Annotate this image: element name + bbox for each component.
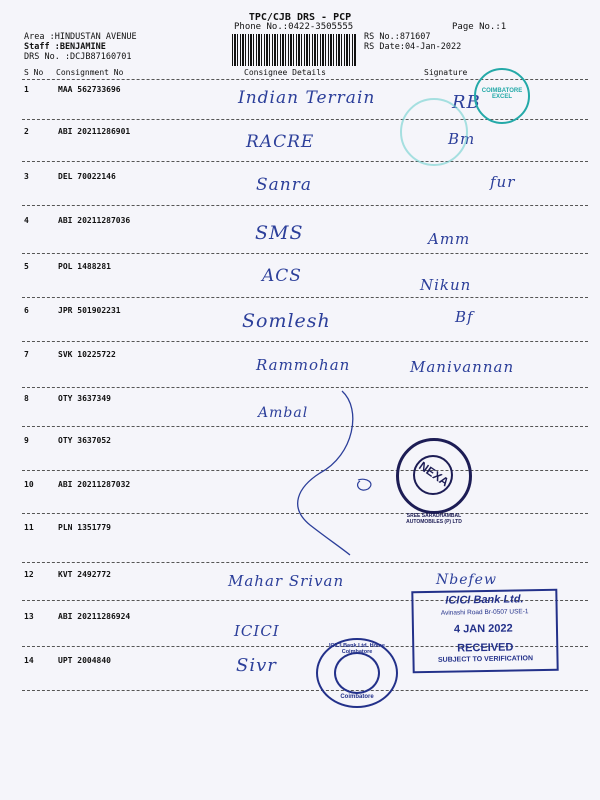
barcode	[232, 34, 356, 66]
row-consignment: MAA 562733696	[58, 85, 121, 94]
row-divider	[22, 690, 588, 691]
page-number: Page No.:1	[452, 22, 507, 32]
row-sno: 13	[24, 612, 34, 621]
row-consignment: ABI 20211286901	[58, 127, 131, 136]
round-seal-city: Coimbatore	[340, 694, 374, 700]
row-sno: 14	[24, 656, 34, 665]
receiver-signature: RB	[452, 92, 481, 113]
row-consignment: POL 1488281	[58, 262, 111, 271]
row-consignment: KVT 2492772	[58, 570, 111, 579]
row-consignment: ABI 20211287036	[58, 216, 131, 225]
ink-stroke	[280, 385, 380, 560]
round-seal-text: ICICI Bank Ltd. Home Coimbatore	[329, 643, 385, 655]
row-divider	[22, 253, 588, 254]
icici-round-seal	[316, 638, 398, 708]
receiver-signature: Nikun	[420, 276, 472, 294]
row-sno: 9	[24, 436, 29, 445]
consignee-signature: ICICI	[234, 622, 280, 640]
consignee-signature: Ambal	[258, 405, 309, 421]
row-divider	[22, 341, 588, 342]
consignee-signature: SMS	[255, 222, 304, 244]
consignee-signature: Sivr	[236, 655, 277, 676]
row-sno: 2	[24, 127, 29, 136]
stamp-received: RECEIVED	[457, 641, 514, 655]
consignee-signature: Indian Terrain	[238, 88, 376, 108]
stamp-bank-name: ICICI Bank Ltd.	[445, 593, 524, 607]
col-header-signature: Signature	[424, 68, 468, 77]
consignee-signature: Rammohan	[256, 356, 351, 374]
row-consignment: DEL 70022146	[58, 172, 116, 181]
row-consignment: OTY 3637349	[58, 394, 111, 403]
area-label: Area :HINDUSTAN AVENUE	[24, 32, 137, 42]
consignee-signature: Somlesh	[242, 310, 331, 332]
col-header-consignee: Consignee Details	[244, 68, 326, 77]
row-sno: 10	[24, 480, 34, 489]
row-divider	[22, 205, 588, 206]
row-sno: 8	[24, 394, 29, 403]
consignee-signature: RACRE	[246, 132, 315, 152]
sheet-title: TPC/CJB DRS - PCP	[248, 12, 352, 23]
row-consignment: UPT 2004840	[58, 656, 111, 665]
row-sno: 11	[24, 523, 34, 532]
receiver-signature: fur	[490, 173, 516, 191]
nexa-seal-text: SREE SARADHAMBAL AUTOMOBILES (P) LTD	[406, 513, 462, 525]
nexa-logo: NEXA	[416, 458, 452, 490]
row-sno: 7	[24, 350, 29, 359]
row-sno: 4	[24, 216, 29, 225]
receiver-signature: Amm	[428, 230, 471, 248]
row-consignment: PLN 1351779	[58, 523, 111, 532]
col-header-sno: S No	[24, 68, 44, 77]
stamp-branch: Avinashi Road Br-0507 USE-1	[440, 608, 529, 617]
row-consignment: ABI 20211286924	[58, 612, 131, 621]
faded-seal	[400, 98, 468, 166]
receiver-signature: Nbefew	[436, 572, 497, 588]
row-divider	[22, 297, 588, 298]
phone-number: Phone No.:0422-3505555	[234, 22, 354, 32]
col-header-consignment: Consignment No	[56, 68, 124, 77]
row-consignment: ABI 20211287032	[58, 480, 131, 489]
row-consignment: OTY 3637052	[58, 436, 111, 445]
row-divider	[22, 161, 588, 162]
row-sno: 6	[24, 306, 29, 315]
consignee-signature: Sanra	[256, 175, 312, 195]
row-consignment: SVK 10225722	[58, 350, 116, 359]
row-sno: 12	[24, 570, 34, 579]
stamp-date: 4 JAN 2022	[453, 622, 513, 636]
consignee-signature: Mahar Srivan	[228, 572, 345, 590]
receiver-signature: Bf	[455, 308, 474, 326]
rs-date: RS Date:04-Jan-2022	[364, 42, 462, 52]
staff-label: Staff :BENJAMINE	[24, 42, 106, 52]
row-consignment: JPR 501902231	[58, 306, 121, 315]
row-divider	[22, 562, 588, 563]
drs-number: DRS No. :DCJB87160701	[24, 52, 132, 62]
receiver-signature: Manivannan	[410, 358, 515, 376]
seal-text: COIMBATORE EXCEL	[481, 88, 523, 100]
consignee-signature: ACS	[262, 266, 302, 286]
stamp-verification: SUBJECT TO VERIFICATION	[437, 655, 534, 664]
rs-number: RS No.:871607	[364, 32, 431, 42]
row-sno: 5	[24, 262, 29, 271]
icici-received-stamp	[411, 589, 558, 674]
row-sno: 1	[24, 85, 29, 94]
receiver-signature: Bm	[448, 130, 476, 148]
nexa-seal	[396, 438, 472, 525]
round-seal-top	[474, 68, 530, 124]
row-sno: 3	[24, 172, 29, 181]
